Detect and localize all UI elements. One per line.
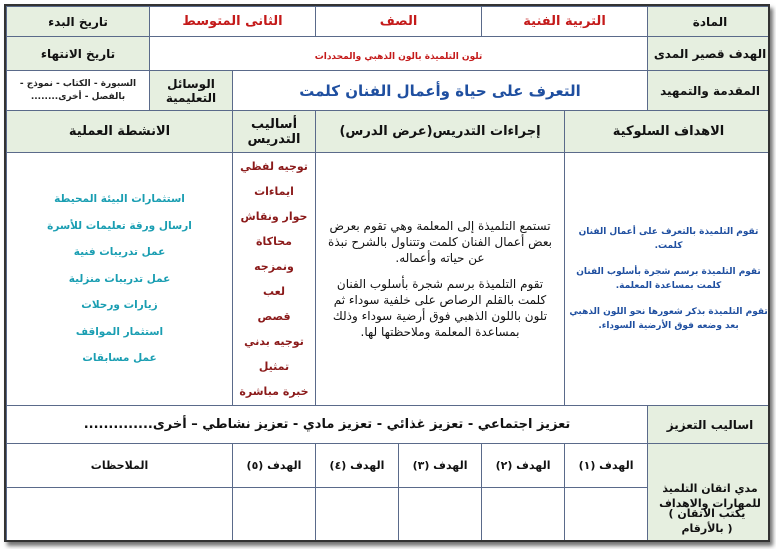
mastery-input-2[interactable] — [482, 488, 565, 543]
goal-item: تقوم التلميذة بذكر شعورها نحو اللون الذهبي بعد وضعه فوق الأرضية السوداء. — [569, 307, 768, 331]
end-date-label: تاريخ الانتهاء — [7, 37, 150, 71]
short-goal-text: تلون التلميذة بالون الذهبي والمحددات — [314, 52, 483, 62]
start-date-label: تاريخ البدء — [7, 7, 150, 37]
method-item: حوار ونقاش — [240, 210, 308, 223]
mastery-goal-3: الهدف (٣) — [399, 444, 482, 488]
activities-list — [10, 186, 229, 372]
method-item: لعب — [263, 285, 285, 298]
mastery-input-3[interactable] — [399, 488, 482, 543]
behavioral-goals-header: الاهداف السلوكية — [565, 111, 770, 153]
activity-item: زيارات ورحلات — [81, 299, 158, 312]
procedures-cell — [316, 153, 565, 406]
activity-item: استثمار المواقف — [75, 325, 164, 338]
behavioral-goals-cell — [565, 153, 770, 406]
method-item: محاكاة ونمزجه — [254, 235, 294, 273]
mastery-input-5[interactable] — [233, 488, 316, 543]
method-item: توجيه لفظي — [240, 160, 308, 173]
aids-line-1: السبورة - الكتاب - نموذج - — [19, 78, 137, 89]
method-item: قصص — [257, 310, 291, 323]
procedures-text — [319, 218, 561, 340]
grade-value: الثانى المتوسط — [150, 7, 316, 37]
methods-cell — [233, 153, 316, 406]
mastery-write-note: ( يكتب الاتقان بالأرقام ) — [668, 507, 746, 535]
activity-item: عمل تدريبات منزلية — [68, 272, 171, 285]
reinforcement-value: تعزيز اجتماعي - تعزيز غذائي - تعزيز مادي - تعزيز نشاطي – أخرى.............. — [7, 406, 648, 444]
method-item: ايماءات — [254, 185, 294, 198]
short-goal-label: الهدف قصير المدى — [648, 37, 770, 71]
activities-header: الانشطة العملية — [7, 111, 233, 153]
activity-item: ارسال ورقة تعليمات للأسرة — [47, 219, 192, 232]
activities-cell — [7, 153, 233, 406]
mastery-goal-5: الهدف (٥) — [233, 444, 316, 488]
methods-header: أساليب التدريس — [233, 111, 316, 153]
grade-label: الصف — [316, 7, 482, 37]
behavioral-goals-list — [568, 225, 769, 333]
mastery-goal-2: الهدف (٢) — [482, 444, 565, 488]
methods-list — [236, 154, 312, 404]
intro-value: التعرف على حياة وأعمال الفنان كلمت — [233, 71, 648, 111]
procedure-paragraph: تستمع التلميذة إلى المعلمة وهي تقوم بعرض بعض أعمال الفنان كلمت وتتناول بالشرح نبذة عن حياته وأعماله. — [328, 219, 552, 265]
notes-header: الملاحظات — [7, 444, 233, 488]
method-item: خبرة مباشرة — [239, 385, 309, 398]
subject-value: التربية الفنية — [482, 7, 648, 37]
procedure-paragraph: تقوم التلميذة برسم شجرة بأسلوب الفنان كلمت بالقلم الرصاص على خلفية سوداء ثم تلون باللون الذهبي فوق أرضية سوداء وذلك بمساعدة المعلمة وملاحظتها لها. — [332, 277, 548, 339]
lesson-plan-form — [4, 4, 770, 542]
aids-label: الوسائل التعليمية — [150, 71, 233, 111]
method-item: توجيه بدني — [244, 335, 304, 348]
mastery-input-1[interactable] — [565, 488, 648, 543]
mastery-input-4[interactable] — [316, 488, 399, 543]
procedures-header: إجراءات التدريس(عرض الدرس) — [316, 111, 565, 153]
lesson-plan-table — [6, 6, 770, 542]
reinforcement-label: اساليب التعزيز — [648, 406, 770, 444]
notes-input[interactable] — [7, 488, 233, 543]
mastery-goal-4: الهدف (٤) — [316, 444, 399, 488]
aids-line-2: بالفصل - أخرى........ — [30, 91, 126, 102]
mastery-goal-1: الهدف (١) — [565, 444, 648, 488]
short-goal-value — [150, 37, 648, 71]
activity-item: عمل تدريبات فنية — [73, 246, 166, 259]
mastery-label: مدي اتقان التلميذ للمهارات والاهداف — [659, 481, 761, 510]
goal-item: تقوم التلميذة بالتعرف على أعمال الفنان كلمت. — [578, 227, 759, 251]
activity-item: استثمارات البيئة المحيطة — [54, 193, 185, 206]
intro-label: المقدمة والتمهيد — [648, 71, 770, 111]
activity-item: عمل مسابقات — [82, 352, 157, 365]
goal-item: تقوم التلميذة برسم شجرة بأسلوب الفنان كلمت بمساعدة المعلمة. — [576, 267, 761, 291]
aids-value — [7, 71, 150, 111]
subject-label: المادة — [648, 7, 770, 37]
method-item: تمثيل — [258, 360, 290, 373]
